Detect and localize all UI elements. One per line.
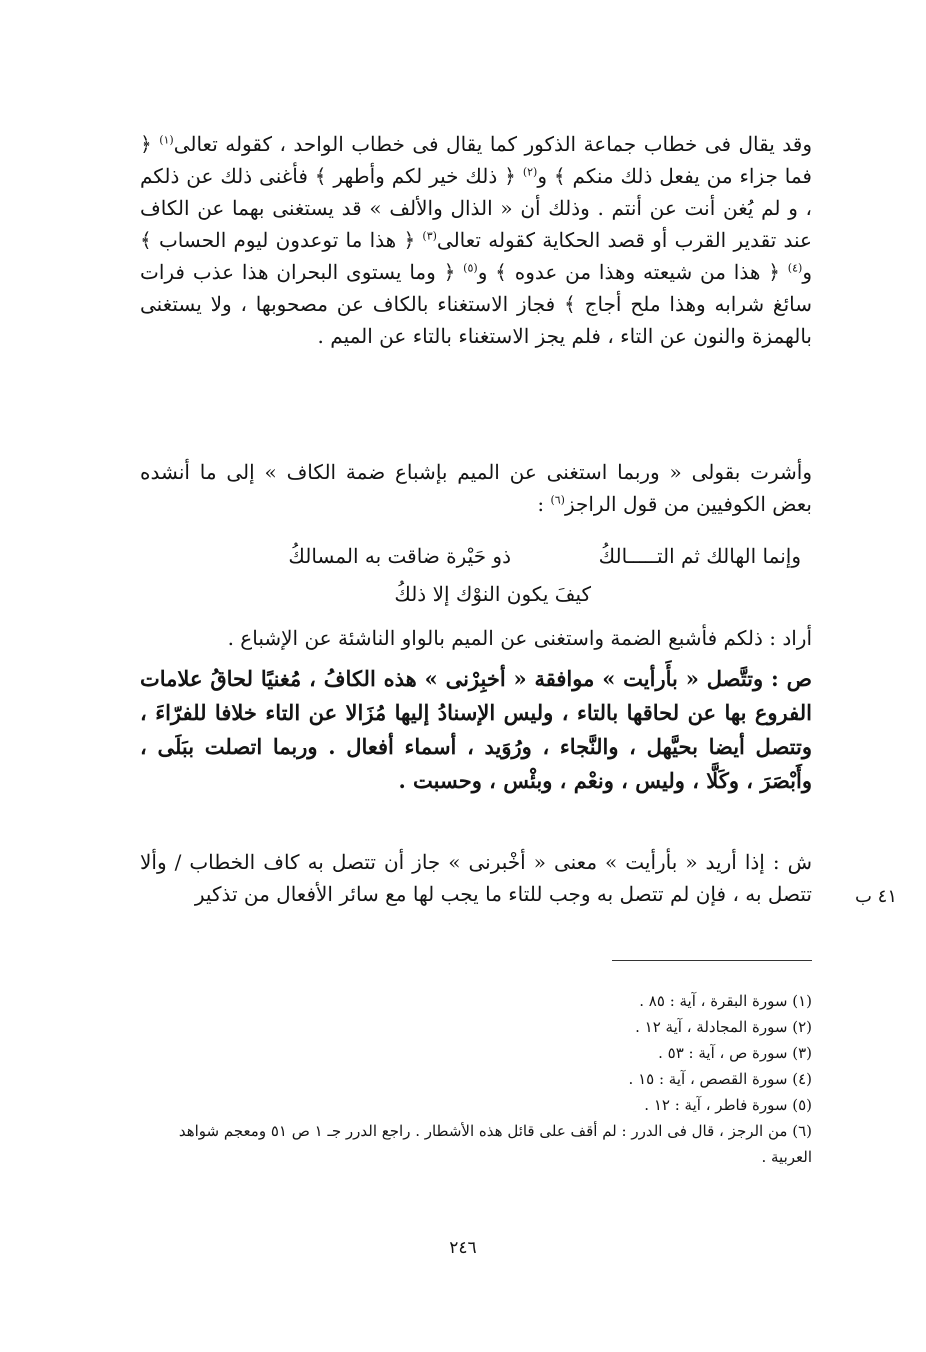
footnote-ref: (٢) bbox=[522, 165, 538, 179]
paragraph-3: أراد : ذلكم فأشبع الضمة واستغنى عن الميم بالواو الناشئة عن الإشباع . bbox=[227, 626, 812, 650]
text-run: ﴿ هذا ما توعدون ليوم الحساب ﴾ و bbox=[140, 228, 812, 284]
footnote-separator bbox=[612, 960, 812, 961]
text-run: ﴿ ذلك خير لكم وأطهر ﴾ فأغنى ذلك عن ذلكم ، و لم يُغن أنت عن أنتم . وذلك أن « الذال والألف » قد يستغنى بهما عن الكاف عند تقدير القرب أو قصد الحكاية كقوله تعالى bbox=[140, 164, 812, 252]
verse-line-1-left: ذو حَيْرة ضاقت به المسالكُ bbox=[288, 544, 511, 568]
footnote-4: (٤) سورة القصص ، آية : ١٥ . bbox=[628, 1070, 812, 1088]
margin-folio-note: ٤١ ب bbox=[855, 886, 898, 907]
footnote-ref: (٥) bbox=[463, 261, 478, 275]
footnote-5: (٥) سورة فاطر ، آية : ١٢ . bbox=[644, 1096, 812, 1114]
footnote-ref: (٦) bbox=[550, 493, 565, 507]
footnote-2: (٢) سورة المجادلة ، آية ١٢ . bbox=[635, 1018, 812, 1036]
footnote-1: (١) سورة البقرة ، آية : ٨٥ . bbox=[639, 992, 812, 1010]
footnote-ref: (٤) bbox=[787, 261, 803, 275]
footnote-ref: (٣) bbox=[422, 229, 437, 243]
footnotes bbox=[140, 988, 812, 1170]
footnote-ref: (١) bbox=[159, 133, 174, 147]
paragraph-1 bbox=[140, 128, 812, 352]
footnote-6: (٦) من الرجز ، قال فى الدرر : لم أقف على قائل هذه الأشطار . راجع الدرر جـ ١ ص ٥١ ومعجم شواهد العربية . bbox=[178, 1122, 812, 1166]
verse-line-2: كيفَ يكون النوْك إلا ذلكُ bbox=[394, 582, 591, 606]
text-run: وقد يقال فى خطاب جماعة الذكور كما يقال فى خطاب الواحد ، كقوله تعالى bbox=[173, 132, 813, 156]
footnote-3: (٣) سورة ص ، آية : ٥٣ . bbox=[658, 1044, 812, 1062]
paragraph-5-sharh: ش : إذا أريد « بأرأيت » معنى « أخْبرنى » جاز أن تتصل به كاف الخطاب / وألا تتصل به ، فإن لم تتصل به وجب للتاء ما يجب لها مع سائر الأفعال من تذكير bbox=[140, 850, 812, 906]
text-run: ﴿ وما يستوى البحران هذا عذب فرات سائغ شرابه وهذا ملح أجاج ﴾ فجاز الاستغناء بالكاف عن مصحوبها ، ولا يستغنى بالهمزة والنون عن التاء ، فلم يجز الاستغناء بالتاء عن الميم . bbox=[140, 260, 812, 348]
paragraph-4-matn: ص : وتتَّصل « بأَرأيت » موافقة « أخبِرْنى » هذه الكافُ ، مُغنيًا لحاقُ علامات الفروع بها عن لحاقها بالتاء ، وليس الإسنادُ إليها مُزَالا عن التاء خلافا للفرّاءَ ، وتتصل أيضا بحيَّهل ، والنَّجاء ، ورُوَيد ، أسماء أفعال . وربما اتصلت ببَلَى ، وأَبْصَرَ ، وكَلَّا ، وليس ، ونعْم ، وبئْس ، وحسبت . bbox=[140, 666, 812, 793]
verse-line-1-right: وإنما الهالك ثم التـــــالكُ bbox=[598, 544, 801, 568]
text-run: وأشرت بقولى « وربما استغنى عن الميم بإشباع ضمة الكاف » إلى ما أنشده بعض الكوفيين من قول الراجز bbox=[140, 460, 812, 516]
text-run: : bbox=[537, 492, 551, 516]
paragraph-2 bbox=[140, 456, 812, 520]
text-run: ﴿ هذا من شيعته وهذا من عدوه ﴾ و bbox=[477, 260, 788, 284]
text-run: ﴿ فما جزاء من يفعل ذلك منكم ﴾ و bbox=[140, 132, 812, 188]
page-number: ٢٤٦ bbox=[449, 1238, 477, 1258]
